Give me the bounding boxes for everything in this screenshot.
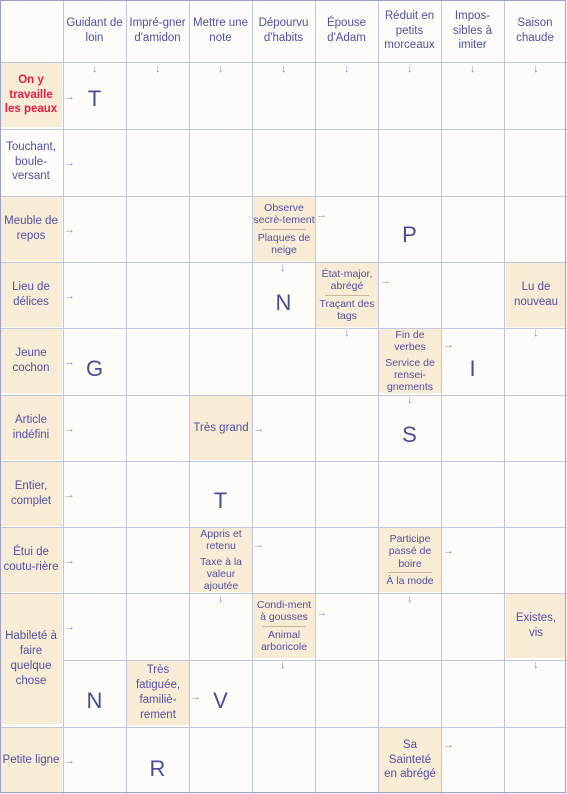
arrow-down-icon: ↓ — [407, 593, 413, 605]
column-header: Épouse d'Adam — [326, 17, 366, 44]
clue-text: Animal arboricole — [260, 628, 308, 653]
arrow-right-icon: → — [64, 423, 75, 435]
arrow-right-icon: → — [64, 555, 75, 567]
clue-appris-taxe — [190, 528, 252, 592]
row-header: Lieu de délices — [0, 263, 62, 327]
arrow-down-icon: ↓ — [280, 659, 286, 671]
grid-line-horizontal — [0, 395, 567, 396]
answer-letter: N — [275, 290, 292, 315]
answer-letter: V — [213, 688, 228, 713]
grid-line-vertical — [189, 0, 190, 794]
column-header: Guidant de loin — [66, 17, 123, 44]
arrow-down-icon: ↓ — [407, 63, 413, 75]
arrow-down-icon: ↓ — [218, 593, 224, 605]
row-header: On y travaille les peaux — [0, 63, 62, 127]
arrow-right-icon: → — [443, 545, 454, 557]
arrow-down-icon: ↓ — [533, 63, 539, 75]
grid-line-vertical — [315, 0, 316, 794]
grid-line-horizontal — [0, 328, 567, 329]
arrow-right-icon: → — [64, 157, 75, 169]
arrow-down-icon: ↓ — [155, 63, 161, 75]
clue-divider — [262, 626, 305, 627]
arrow-down-icon: ↓ — [470, 63, 476, 75]
clue-fin-service — [379, 329, 441, 393]
clue-divider — [262, 229, 305, 230]
grid-line-vertical — [252, 0, 253, 794]
grid-line-horizontal — [0, 727, 567, 728]
grid-line-horizontal — [0, 593, 567, 594]
clue-sa-saintete: Sa Sainteté en abrégé — [379, 728, 441, 792]
clue-text: À la mode — [386, 574, 434, 587]
clue-lu-de-nouveau: Lu de nouveau — [506, 263, 566, 327]
arrow-right-icon: → — [190, 691, 201, 703]
answer-letter: G — [85, 356, 104, 381]
clue-divider — [388, 572, 431, 573]
arrow-right-icon: → — [253, 423, 264, 435]
clue-text: Condi-ment à gousses — [256, 599, 312, 624]
row-header: Habileté à faire quelque chose — [0, 594, 62, 724]
column-header: Impos-sibles à imiter — [453, 9, 492, 52]
arrow-down-icon: ↓ — [533, 327, 539, 339]
row-header: Jeune cochon — [0, 329, 62, 393]
answer-letter: T — [213, 488, 228, 513]
arrow-right-icon: → — [64, 290, 75, 302]
clue-text: Observe secrè-tement — [253, 202, 315, 227]
arrow-right-icon: → — [316, 607, 327, 619]
clue-text: Fin de verbes — [394, 328, 426, 353]
arrow-right-icon: → — [64, 755, 75, 767]
arrow-down-icon: ↓ — [344, 63, 350, 75]
clue-text: Taxe à la valeur ajoutée — [199, 555, 243, 593]
grid-line-vertical — [126, 0, 127, 794]
grid-line-vertical — [441, 0, 442, 794]
clue-text: Appris et retenu — [200, 527, 242, 552]
row-header: Petite ligne — [0, 728, 62, 792]
arrow-down-icon: ↓ — [344, 327, 350, 339]
arrow-down-icon: ↓ — [281, 63, 287, 75]
row-header: Article indéfini — [0, 396, 62, 460]
clue-text: Service de rensei-gnements — [385, 356, 435, 394]
grid-line-vertical — [63, 0, 64, 794]
arrow-down-icon: ↓ — [92, 63, 98, 75]
grid-line-horizontal — [0, 461, 567, 462]
clue-observe-plaques — [253, 197, 315, 261]
arrow-down-icon: ↓ — [533, 659, 539, 671]
column-header: Réduit en petits morceaux — [384, 9, 435, 52]
clue-tres-grand: Très grand — [190, 396, 252, 460]
arrow-down-icon: ↓ — [280, 262, 286, 274]
column-header: Mettre une note — [193, 17, 248, 44]
grid-line-horizontal — [0, 527, 567, 528]
row-header: Étui de coutu-rière — [0, 528, 62, 592]
grid-line-vertical — [504, 0, 505, 794]
arrow-right-icon: → — [443, 739, 454, 751]
clue-participe-mode — [379, 528, 441, 592]
arrow-right-icon: → — [316, 209, 327, 221]
arrow-right-icon: → — [380, 275, 391, 287]
arrow-right-icon: → — [64, 356, 75, 368]
arrow-right-icon: → — [253, 539, 264, 551]
arrow-right-icon: → — [64, 224, 75, 236]
clue-tres-fatiguee: Très fatiguée, familiè-rement — [127, 661, 189, 725]
answer-letter: I — [469, 356, 476, 381]
grid-line-vertical — [378, 0, 379, 794]
answer-letter: R — [149, 756, 166, 781]
arrow-right-icon: → — [443, 339, 454, 351]
row-header: Meuble de repos — [0, 197, 62, 261]
clue-text: Participe passé de boire — [388, 533, 432, 570]
clue-condiment-animal — [253, 594, 315, 658]
clue-etat-tracant — [316, 263, 378, 327]
clue-text: Traçant des tags — [319, 297, 375, 322]
arrow-down-icon: ↓ — [218, 63, 224, 75]
arrow-right-icon: → — [64, 621, 75, 633]
grid-line-horizontal — [0, 129, 567, 130]
arrow-right-icon: → — [64, 91, 75, 103]
clue-existes: Existes, vis — [506, 594, 566, 658]
answer-letter: P — [402, 222, 417, 247]
clue-text: État-major, abrégé — [321, 268, 373, 293]
answer-letter: T — [87, 86, 102, 111]
arrow-down-icon: ↓ — [407, 394, 413, 406]
grid-line-horizontal — [63, 660, 567, 661]
grid-line-horizontal — [0, 196, 567, 197]
arrow-right-icon: → — [64, 489, 75, 501]
column-header: Saison chaude — [516, 17, 554, 44]
answer-letter: N — [86, 688, 103, 713]
column-header: Impré-gner d'amidon — [129, 17, 186, 44]
clue-divider — [325, 295, 368, 296]
row-header: Entier, complet — [0, 462, 62, 526]
row-header: Touchant, boule-versant — [6, 140, 56, 183]
column-header: Dépourvu d'habits — [258, 17, 309, 44]
clue-text: Plaques de neige — [257, 231, 311, 256]
answer-letter: S — [402, 422, 417, 447]
